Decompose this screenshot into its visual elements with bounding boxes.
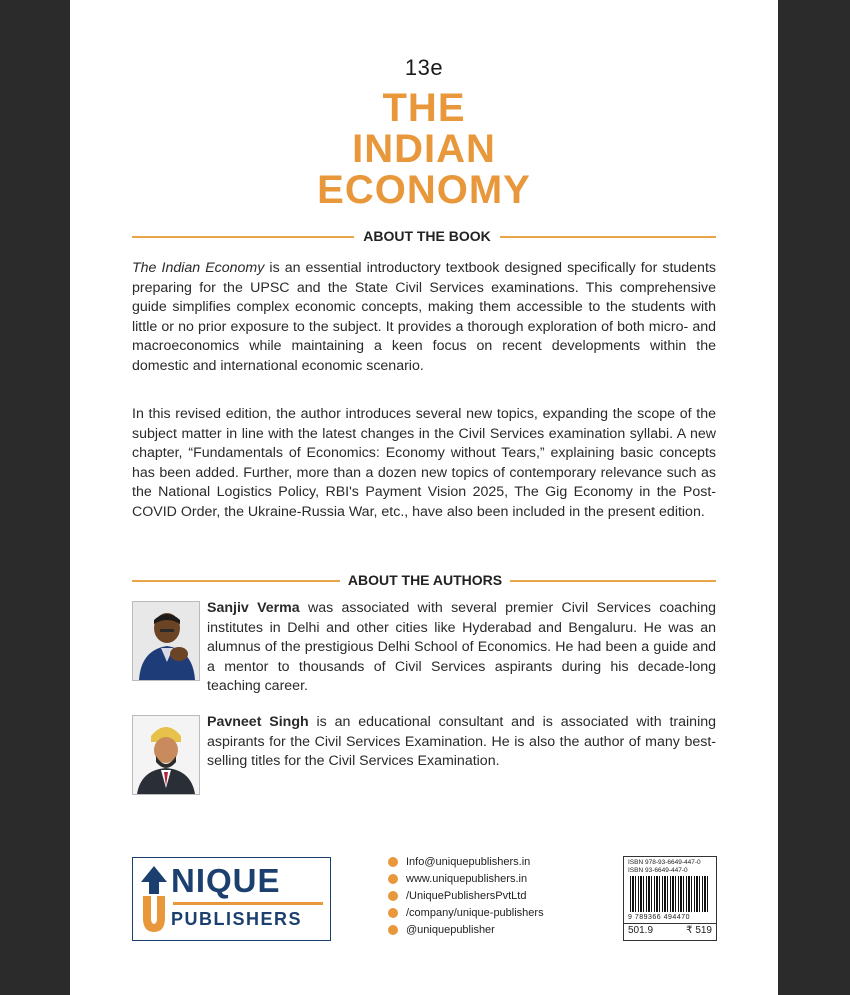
author-photo-sanjiv-verma [132, 601, 200, 681]
author-photo-pavneet-singh [132, 715, 200, 795]
edition-label: 13e [404, 55, 444, 80]
up-arrow-u-icon [139, 864, 169, 934]
author-bio-text: was associated with several premier Civil Services coaching institutes in Delhi and other cities like Hyderabad and Bengaluru. He was an alumnus of the prestigious Delhi School of Economics. He had been a guide and a mentor to thousands of Civil Services aspirants during his decade-long teaching career. [207, 600, 716, 695]
divider-right [500, 236, 716, 238]
divider-left [132, 236, 354, 238]
twitter-icon [388, 925, 398, 935]
logo-wordmark-unique: NIQUE [171, 862, 281, 899]
about-book-heading: ABOUT THE BOOK [363, 228, 491, 244]
contact-website[interactable] [388, 873, 608, 890]
contact-facebook[interactable] [388, 890, 608, 907]
linkedin-icon [388, 908, 398, 918]
contact-email[interactable] [388, 856, 608, 873]
author-bio-text: is an educational consultant and is associated with training aspirants for the Civil Services Examination. He is also the author of many best-selling titles for the Civil Services Examination. [207, 714, 716, 770]
contact-text: Info@uniquepublishers.in [406, 856, 531, 868]
isbn-13: ISBN 978-93-6649-447-0 [628, 859, 701, 866]
contact-linkedin[interactable] [388, 907, 608, 924]
divider-right [510, 580, 716, 582]
about-authors-heading: ABOUT THE AUTHORS [347, 572, 503, 588]
divider-left [132, 580, 340, 582]
author-bio-sanjiv-verma [207, 599, 716, 697]
barcode-digits: 9 789366 494470 [628, 914, 690, 921]
contact-text: www.uniquepublishers.in [406, 873, 528, 885]
publisher-logo [132, 857, 331, 941]
contact-text: /company/unique-publishers [406, 907, 544, 919]
contact-twitter[interactable] [388, 924, 608, 941]
contact-text: /UniquePublishersPvtLtd [406, 890, 527, 902]
about-book-paragraph-1-text: is an essential introductory textbook designed specifically for students preparing for the UPSC and the State Civil Services examinations. This comprehensive guide simplifies complex economic concepts, making them accessible to the students with little or no prior exposure to the subject. It provides a thorough exploration of both micro- and macroeconomics while maintaining a keen focus on recent developments within the domestic and international economic scenario. [132, 260, 716, 374]
classification-code: 501.9 [628, 925, 654, 936]
book-title-line-3: ECONOMY [317, 168, 531, 212]
contact-list [388, 856, 608, 941]
book-back-cover [70, 0, 778, 995]
author-name: Sanjiv Verma [207, 600, 300, 616]
about-book-paragraph-2: In this revised edition, the author introduces several new topics, expanding the scope of the subject matter in line with the latest changes in the Civil Services examination syllabi. A new chapter, “Fundamentals of Economics: Economy without Tears,” explaining basic concepts has been added. Further, more than a dozen new topics of contemporary relevance such as the National Logistics Policy, RBI's Payment Vision 2025, The Gig Economy in the Post-COVID Order, the Ukraine-Russia War, etc., have also been included in the present edition. [132, 406, 716, 520]
book-title-line-2: INDIAN [352, 127, 496, 171]
price-label: ₹ 519 [686, 925, 712, 936]
author-bio-pavneet-singh [207, 713, 716, 772]
facebook-icon [388, 891, 398, 901]
book-title-italic: The Indian Economy [132, 260, 265, 276]
logo-wordmark-publishers: PUBLISHERS [171, 909, 303, 929]
web-icon [388, 874, 398, 884]
contact-text: @uniquepublisher [406, 924, 495, 936]
barcode-bars [630, 876, 710, 912]
book-title-line-1: THE [382, 86, 466, 130]
barcode-divider [624, 923, 716, 924]
logo-underline [173, 902, 323, 905]
author-name: Pavneet Singh [207, 714, 309, 730]
isbn-barcode [623, 856, 717, 941]
isbn-10: ISBN 93-6649-447-0 [628, 867, 688, 874]
about-book-paragraph-1 [132, 259, 716, 377]
email-icon [388, 857, 398, 867]
